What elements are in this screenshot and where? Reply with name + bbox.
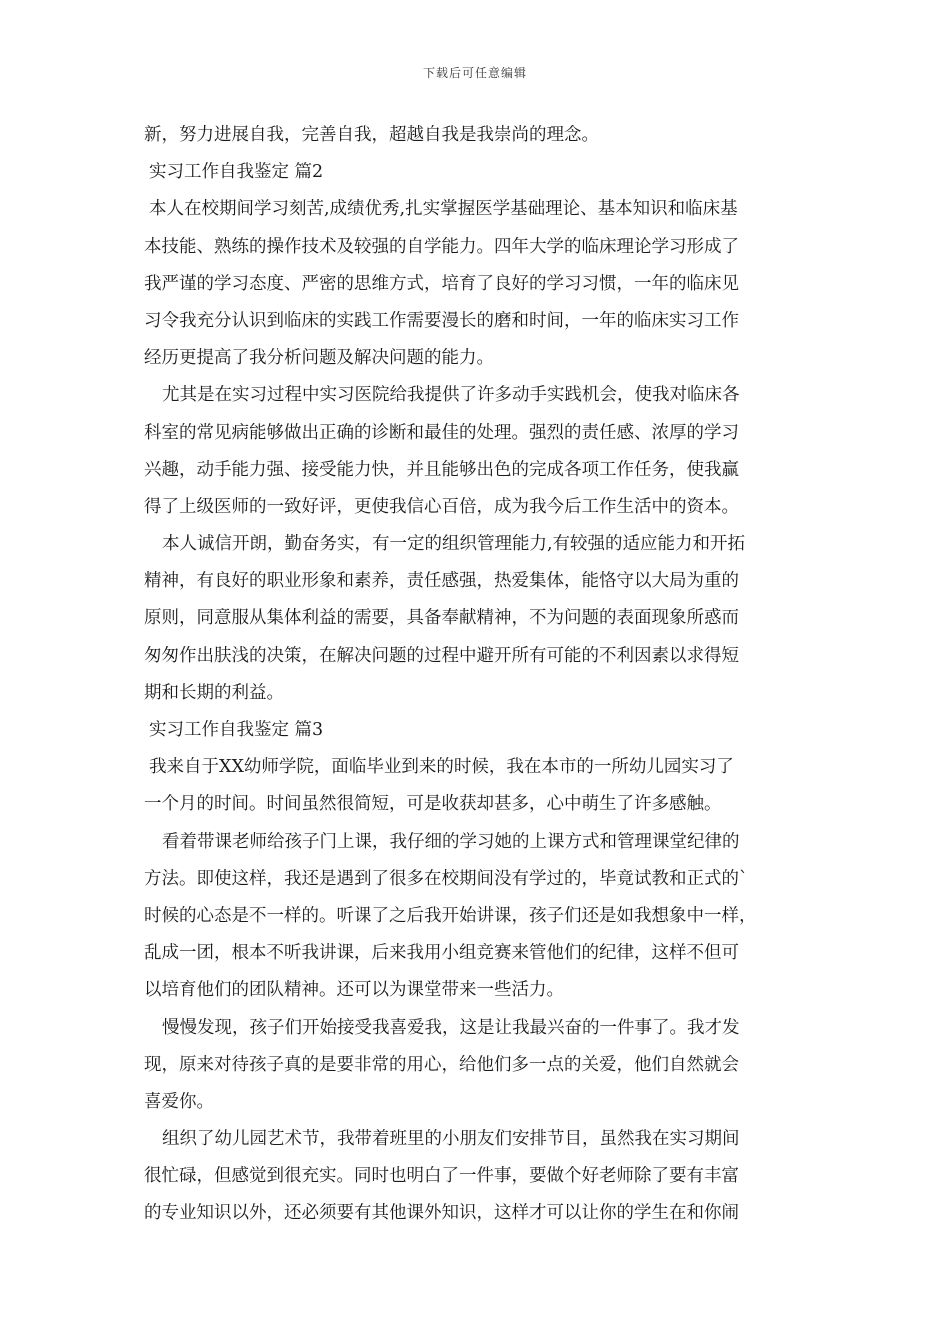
text-line: 习令我充分认识到临床的实践工作需要漫长的磨和时间，一年的临床实习工作 [144,310,739,331]
text-line: 组织了幼儿园艺术节，我带着班里的小朋友们安排节目，虽然我在实习期间 [162,1129,740,1150]
page-header: 下载后可任意编辑 [422,66,527,80]
text-line: 实习工作自我鉴定 篇3 [149,720,324,740]
text-line: 喜爱你。 [144,1091,214,1112]
text-line: 新，努力进展自我，完善自我，超越自我是我崇尚的理念。 [144,125,599,145]
text-line: 一个月的时间。时间虽然很简短，可是收获却甚多，心中萌生了许多感触。 [144,794,722,815]
text-line: 本人在校期间学习刻苦,成绩优秀,扎实掌握医学基础理论、基本知识和临床基 [149,199,738,220]
text-line: 兴趣，动手能力强、接受能力快，并且能够出色的完成各项工作任务，使我赢 [144,459,739,480]
text-line: 匆匆作出肤浅的决策，在解决问题的过程中避开所有可能的不利因素以求得短 [144,645,739,666]
text-line: 慢慢发现，孩子们开始接受我喜爱我，这是让我最兴奋的一件事了。我才发 [162,1017,740,1038]
text-line: 我严谨的学习态度、严密的思维方式，培育了良好的学习习惯，一年的临床见 [144,273,739,294]
document-body [144,117,820,1233]
text-line: 以培育他们的团队精神。还可以为课堂带来一些活力。 [144,980,564,1001]
text-line: 我来自于XX幼师学院，面临毕业到来的时候，我在本市的一所幼儿园实习了 [149,757,734,778]
text-line: 方法。即使这样，我还是遇到了很多在校期间没有学过的，毕竟试教和正式的` [144,868,748,889]
text-line: 经历更提高了我分析问题及解决问题的能力。 [144,348,494,369]
text-line: 科室的常见病能够做出正确的诊断和最佳的处理。强烈的责任感、浓厚的学习 [144,422,739,443]
text-line: 原则，同意服从集体利益的需要，具备奉献精神，不为问题的表面现象所惑而 [144,608,739,629]
text-line: 本技能、熟练的操作技术及较强的自学能力。四年大学的临床理论学习形成了 [144,236,739,257]
text-line: 实习工作自我鉴定 篇2 [149,162,324,183]
text-line: 很忙碌，但感觉到很充实。同时也明白了一件事，要做个好老师除了要有丰富 [144,1166,739,1187]
text-line: 时候的心态是不一样的。听课了之后我开始讲课，孩子们还是如我想象中一样， [144,905,757,926]
text-line: 的专业知识以外，还必须要有其他课外知识，这样才可以让你的学生在和你闹 [144,1203,739,1224]
text-line: 精神，有良好的职业形象和素养，责任感强，热爱集体，能恪守以大局为重的 [144,571,739,592]
text-line: 现，原来对待孩子真的是要非常的用心，给他们多一点的关爱，他们自然就会 [144,1054,739,1075]
text-line: 尤其是在实习过程中实习医院给我提供了许多动手实践机会，使我对临床各 [162,385,740,406]
text-line: 看着带课老师给孩子门上课，我仔细的学习她的上课方式和管理课堂纪律的 [162,831,740,852]
text-line: 乱成一团，根本不听我讲课，后来我用小组竞赛来管他们的纪律，这样不但可 [144,943,739,964]
text-line: 本人诚信开朗，勤奋务实，有一定的组织管理能力,有较强的适应能力和开拓 [162,534,746,555]
text-line: 得了上级医师的一致好评，更使我信心百倍，成为我今后工作生活中的资本。 [144,496,739,517]
text-line: 期和长期的利益。 [144,682,284,703]
